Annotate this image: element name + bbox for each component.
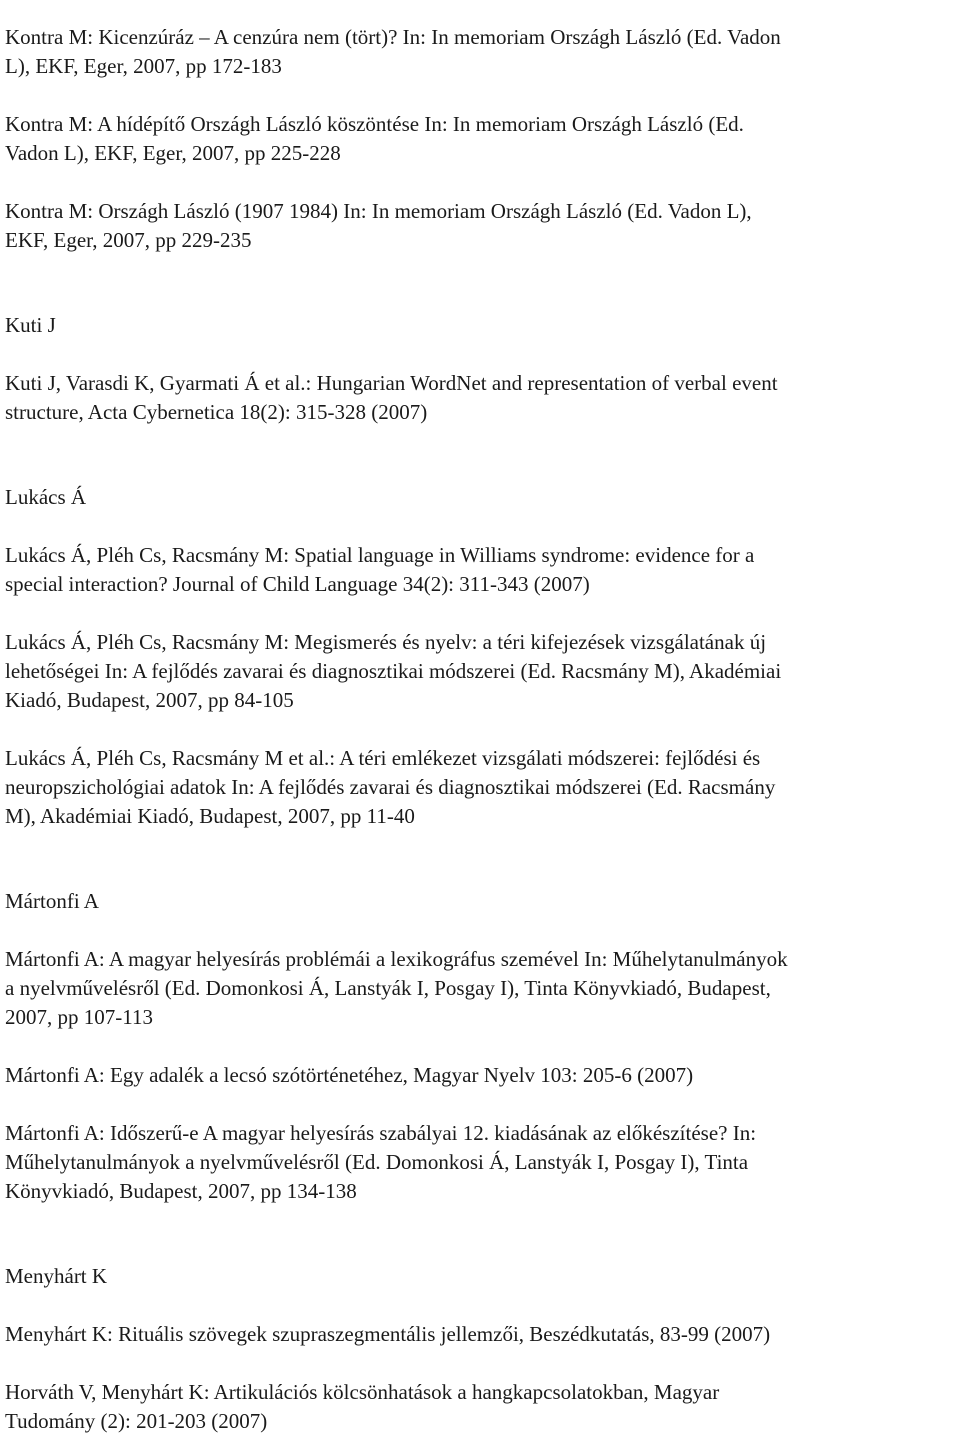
author-heading: Menyhárt K xyxy=(5,1264,108,1288)
reference-entry xyxy=(5,110,960,168)
reference-line: Műhelytanulmányok a nyelvművelésről (Ed. Domonkosi Á, Lanstyák I, Posgay I), Tinta xyxy=(5,1150,749,1174)
reference-line: Mártonfi A: Időszerű-e A magyar helyesírás szabályai 12. kiadásának az előkészítése? In: xyxy=(5,1121,757,1145)
author-section xyxy=(5,483,960,831)
reference-line: Kontra M: Országh László (1907 1984) In: In memoriam Országh László (Ed. Vadon L), xyxy=(5,199,752,223)
reference-line: Lukács Á, Pléh Cs, Racsmány M: Spatial language in Williams syndrome: evidence for a xyxy=(5,543,755,567)
reference-line: Lukács Á, Pléh Cs, Racsmány M: Megismerés és nyelv: a téri kifejezések vizsgálatának új xyxy=(5,630,767,654)
reference-entry xyxy=(5,1378,960,1436)
reference-line: special interaction? Journal of Child Language 34(2): 311-343 (2007) xyxy=(5,572,590,596)
reference-line: M), Akadémiai Kiadó, Budapest, 2007, pp 11-40 xyxy=(5,804,415,828)
reference-line: a nyelvművelésről (Ed. Domonkosi Á, Lanstyák I, Posgay I), Tinta Könyvkiadó, Budapest, xyxy=(5,976,771,1000)
author-heading: Mártonfi A xyxy=(5,889,99,913)
reference-entry xyxy=(5,1119,960,1206)
author-heading: Kuti J xyxy=(5,313,56,337)
reference-line: neuropszichológiai adatok In: A fejlődés zavarai és diagnosztikai módszerei (Ed. Racsmány xyxy=(5,775,776,799)
section-spacer xyxy=(5,1206,960,1262)
reference-line: Kontra M: Kicenzúráz – A cenzúra nem (tört)? In: In memoriam Országh László (Ed. Vadon xyxy=(5,25,781,49)
reference-entry xyxy=(5,197,960,255)
reference-line: Tudomány (2): 201-203 (2007) xyxy=(5,1409,268,1433)
reference-line: Mártonfi A: Egy adalék a lecsó szótörténetéhez, Magyar Nyelv 103: 205-6 (2007) xyxy=(5,1063,694,1087)
reference-line: Vadon L), EKF, Eger, 2007, pp 225-228 xyxy=(5,141,341,165)
reference-entry xyxy=(5,369,960,427)
reference-entry xyxy=(5,23,960,81)
bibliography xyxy=(5,23,960,1436)
reference-line: Kiadó, Budapest, 2007, pp 84-105 xyxy=(5,688,294,712)
reference-entry xyxy=(5,945,960,1032)
author-section xyxy=(5,23,960,255)
section-spacer xyxy=(5,255,960,311)
reference-line: L), EKF, Eger, 2007, pp 172-183 xyxy=(5,54,282,78)
author-section xyxy=(5,887,960,1206)
reference-line: 2007, pp 107-113 xyxy=(5,1005,153,1029)
reference-entry xyxy=(5,744,960,831)
reference-line: Kuti J, Varasdi K, Gyarmati Á et al.: Hungarian WordNet and representation of verbal event xyxy=(5,371,778,395)
reference-entry xyxy=(5,628,960,715)
author-heading: Lukács Á xyxy=(5,485,87,509)
reference-line: Mártonfi A: A magyar helyesírás problémái a lexikográfus szemével In: Műhelytanulmányok xyxy=(5,947,788,971)
reference-line: structure, Acta Cybernetica 18(2): 315-328 (2007) xyxy=(5,400,428,424)
section-spacer xyxy=(5,831,960,887)
reference-line: Lukács Á, Pléh Cs, Racsmány M et al.: A téri emlékezet vizsgálati módszerei: fejlődési és xyxy=(5,746,761,770)
reference-line: lehetőségei In: A fejlődés zavarai és diagnosztikai módszerei (Ed. Racsmány M), Akadémiai xyxy=(5,659,782,683)
reference-line: EKF, Eger, 2007, pp 229-235 xyxy=(5,228,252,252)
reference-entry xyxy=(5,541,960,599)
reference-entry xyxy=(5,1320,960,1349)
reference-line: Horváth V, Menyhárt K: Artikulációs kölcsönhatások a hangkapcsolatokban, Magyar xyxy=(5,1380,720,1404)
reference-entry xyxy=(5,1061,960,1090)
section-spacer xyxy=(5,427,960,483)
author-section xyxy=(5,311,960,427)
reference-line: Menyhárt K: Rituális szövegek szupraszegmentális jellemzői, Beszédkutatás, 83-99 (2007) xyxy=(5,1322,771,1346)
author-section xyxy=(5,1262,960,1436)
reference-line: Könyvkiadó, Budapest, 2007, pp 134-138 xyxy=(5,1179,357,1203)
reference-line: Kontra M: A hídépítő Országh László köszöntése In: In memoriam Országh László (Ed. xyxy=(5,112,744,136)
